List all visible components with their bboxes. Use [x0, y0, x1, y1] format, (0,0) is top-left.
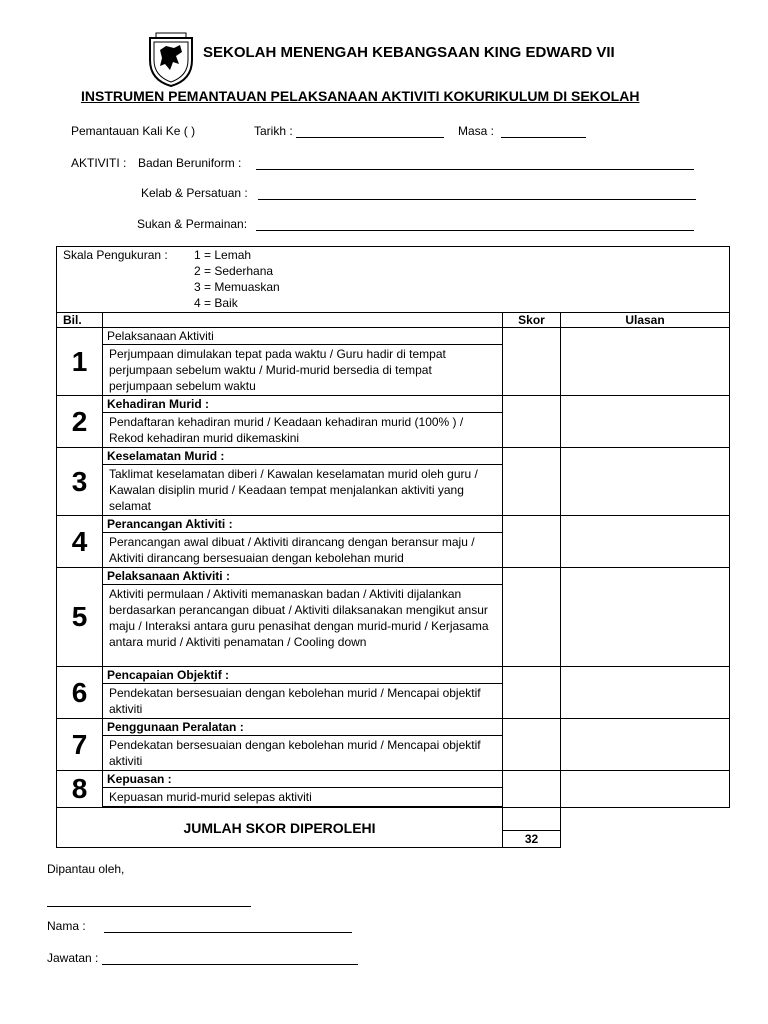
- ulasan-cell[interactable]: [561, 771, 730, 808]
- table-header-row: [57, 313, 730, 328]
- item-description: Pendaftaran kehadiran murid / Keadaan kehadiran murid (100% ) / Rekod kehadiran murid dikemaskini: [109, 415, 464, 445]
- item-description: Taklimat keselamatan diberi / Kawalan keselamatan murid oleh guru / Kawalan disiplin murid / Keadaan tempat menjalankan aktiviti yang selamat: [109, 467, 478, 513]
- scale-box: [57, 247, 730, 313]
- table-row: [57, 771, 730, 808]
- table-row: [57, 396, 730, 448]
- ulasan-cell[interactable]: [561, 667, 730, 719]
- item-number: 7: [57, 719, 103, 771]
- item-title: Kepuasan :: [103, 771, 502, 788]
- kelab-persatuan-field[interactable]: [258, 199, 696, 200]
- item-number: 5: [57, 568, 103, 667]
- table-row: [57, 719, 730, 771]
- item-description: Pendekatan bersesuaian dengan kebolehan murid / Mencapai objektif aktiviti: [109, 738, 481, 768]
- masa-field[interactable]: [501, 137, 586, 138]
- item-description: Aktiviti permulaan / Aktiviti memanaskan badan / Aktiviti dijalankan berdasarkan perancangan dibuat / Aktiviti dilaksanakan mengikut ansur maju / Interaksi antara guru penasihat dengan murid-murid / Kerjasama antara murid / Aktiviti penamatan / Cooling down: [109, 587, 489, 649]
- badan-beruniform-field[interactable]: [256, 169, 694, 170]
- skor-cell[interactable]: [503, 396, 561, 448]
- table-row: [57, 448, 730, 516]
- skor-cell[interactable]: [503, 568, 561, 667]
- skor-cell[interactable]: [503, 771, 561, 808]
- skor-cell[interactable]: [503, 448, 561, 516]
- item-description: Perjumpaan dimulakan tepat pada waktu / Guru hadir di tempat perjumpaan sebelum waktu / Murid-murid bersedia di tempat perjumpaan sebelum waktu: [109, 347, 446, 393]
- scale-level: 3 = Memuaskan: [194, 280, 280, 294]
- jawatan-label: Jawatan :: [47, 951, 99, 965]
- school-name: SEKOLAH MENENGAH KEBANGSAAN KING EDWARD VII: [203, 44, 615, 61]
- item-description: Pendekatan bersesuaian dengan kebolehan murid / Mencapai objektif aktiviti: [109, 686, 481, 716]
- skor-cell[interactable]: [503, 328, 561, 396]
- ulasan-cell[interactable]: [561, 448, 730, 516]
- total-row: [57, 808, 730, 848]
- nama-label: Nama :: [47, 919, 86, 933]
- max-score: 32: [503, 830, 560, 847]
- item-number: 6: [57, 667, 103, 719]
- ulasan-cell[interactable]: [561, 516, 730, 568]
- masa-label: Masa :: [458, 124, 495, 138]
- skor-cell[interactable]: [503, 667, 561, 719]
- jawatan-field[interactable]: [102, 964, 358, 965]
- table-row: [57, 667, 730, 719]
- tarikh-label: Tarikh :: [254, 124, 293, 138]
- scale-level: 4 = Baik: [194, 296, 238, 310]
- ulasan-header: Ulasan: [561, 313, 730, 328]
- ulasan-cell[interactable]: [561, 568, 730, 667]
- skor-cell[interactable]: [503, 516, 561, 568]
- item-number: 3: [57, 448, 103, 516]
- item-title: Perancangan Aktiviti :: [103, 516, 502, 533]
- total-label: JUMLAH SKOR DIPEROLEHI: [57, 808, 503, 848]
- tarikh-field[interactable]: [296, 137, 444, 138]
- sukan-permainan-label: Sukan & Permainan:: [137, 217, 248, 231]
- school-crest-logo: [146, 32, 196, 88]
- signature-line[interactable]: [47, 906, 251, 907]
- item-number: 8: [57, 771, 103, 808]
- scale-level: 2 = Sederhana: [194, 264, 274, 278]
- item-title: Pencapaian Objektif :: [103, 667, 502, 684]
- kelab-persatuan-label: Kelab & Persatuan :: [141, 186, 248, 200]
- table-row: [57, 568, 730, 667]
- ulasan-cell[interactable]: [561, 328, 730, 396]
- bil-header: Bil.: [57, 313, 103, 328]
- form-title: INSTRUMEN PEMANTAUAN PELAKSANAAN AKTIVITI KOKURIKULUM DI SEKOLAH: [81, 88, 640, 104]
- item-title: Keselamatan Murid :: [103, 448, 502, 465]
- dipantau-label: Dipantau oleh,: [47, 862, 125, 876]
- skor-cell[interactable]: [503, 719, 561, 771]
- pemantauan-label: Pemantauan Kali Ke ( ): [71, 124, 196, 138]
- assessment-table: [56, 246, 730, 848]
- item-number: 1: [57, 328, 103, 396]
- item-title: Penggunaan Peralatan :: [103, 719, 502, 736]
- badan-beruniform-label: Badan Beruniform :: [138, 156, 242, 170]
- scale-label: Skala Pengukuran :: [63, 248, 168, 262]
- item-number: 4: [57, 516, 103, 568]
- item-header: [103, 313, 503, 328]
- ulasan-cell[interactable]: [561, 396, 730, 448]
- item-title: Pelaksanaan Aktiviti: [103, 328, 502, 345]
- skor-header: Skor: [503, 313, 561, 328]
- scale-level: 1 = Lemah: [194, 248, 252, 262]
- aktiviti-label: AKTIVITI :: [71, 156, 127, 170]
- nama-field[interactable]: [104, 932, 352, 933]
- item-description: Perancangan awal dibuat / Aktiviti dirancang dengan beransur maju / Aktiviti dirancang bersesuaian dengan kebolehan murid: [109, 535, 475, 565]
- item-description: Kepuasan murid-murid selepas aktiviti: [103, 788, 502, 807]
- item-title: Kehadiran Murid :: [103, 396, 502, 413]
- table-row: [57, 328, 730, 396]
- ulasan-cell[interactable]: [561, 719, 730, 771]
- item-number: 2: [57, 396, 103, 448]
- table-row: [57, 516, 730, 568]
- item-title: Pelaksanaan Aktiviti :: [103, 568, 502, 585]
- sukan-permainan-field[interactable]: [256, 230, 694, 231]
